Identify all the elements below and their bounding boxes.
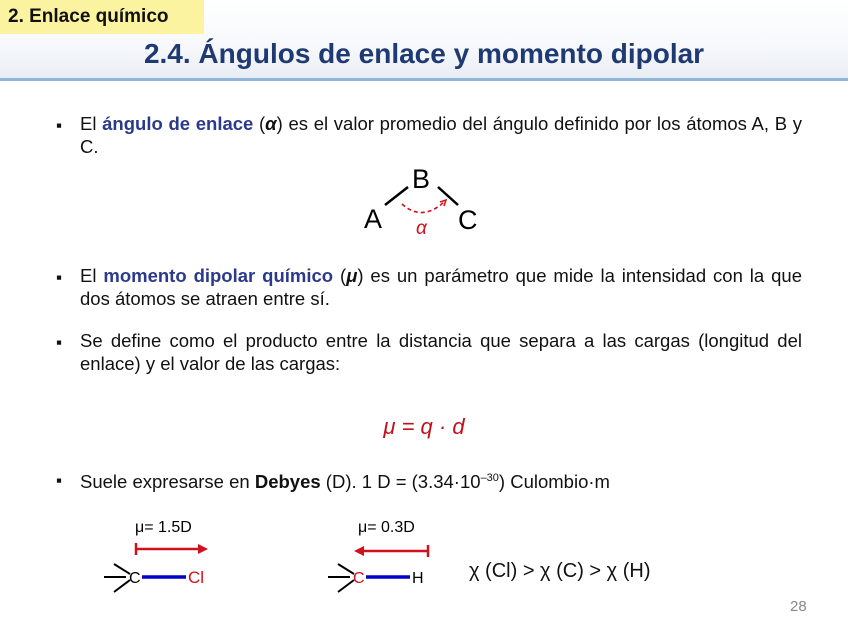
dipole-moment-label: μ= 1.5D: [135, 519, 192, 536]
bullet-text: El: [80, 265, 104, 286]
bullet-text: ) es el valor promedio del ángulo definido por los átomos A, B y C.: [80, 113, 802, 157]
atom-carbon: C: [129, 570, 141, 587]
symbol-alpha: α: [265, 113, 277, 134]
bullet-debye-unit: [80, 467, 802, 493]
atom-carbon: C: [353, 570, 365, 587]
atom-chlorine: Cl: [188, 568, 205, 587]
term-debyes: Debyes: [254, 471, 321, 493]
bond-angle-diagram: [360, 160, 490, 242]
bond-ab: [385, 187, 408, 205]
exponent: –30: [480, 472, 499, 484]
bullet-text: El: [80, 113, 103, 134]
angle-label-alpha: α: [416, 218, 427, 239]
dipole-moment-label: μ= 0.3D: [358, 519, 415, 536]
bullet-marker: ▪: [56, 471, 63, 490]
bullet-text: (D). 1 D = (3.34·10: [320, 471, 481, 493]
dipole-formula: μ = q · d: [383, 414, 465, 439]
slide-title: 2.4. Ángulos de enlace y momento dipolar: [143, 38, 705, 69]
dipole-diagram-c-cl: [100, 512, 230, 604]
bullet-text: ) Culombio·m: [498, 471, 610, 493]
term-bond-angle: ángulo de enlace: [102, 113, 254, 134]
bullet-marker: ▪: [56, 116, 63, 135]
electronegativity-comparison: χ (Cl) > χ (C) > χ (H): [469, 560, 651, 582]
bullet-angle-definition: [80, 112, 802, 158]
header-divider: [0, 78, 848, 81]
bullet-marker: ▪: [56, 333, 63, 352]
bullet-text: ) es un parámetro que mide la intensidad con la que dos átomos se atraen entre sí.: [80, 265, 803, 309]
substituent-bond: [114, 564, 130, 574]
atom-hydrogen: H: [412, 570, 424, 587]
dipole-diagram-c-h: [324, 512, 454, 604]
atom-a: A: [364, 204, 383, 234]
substituent-bond: [338, 580, 354, 592]
page-number: 28: [790, 598, 807, 615]
section-label: 2. Enlace químico: [0, 0, 204, 34]
dipole-arrow-head: [198, 544, 208, 554]
symbol-mu: μ: [346, 265, 358, 286]
atom-c: C: [458, 205, 478, 235]
substituent-bond: [338, 564, 354, 574]
bullet-text: (: [253, 113, 266, 134]
bullet-product-definition: Se define como el producto entre la distancia que separa a las cargas (longitud del enlace) y el valor de las cargas:: [80, 330, 802, 374]
bullet-dipole-definition: [80, 264, 802, 310]
bullet-text: Suele expresarse en: [80, 471, 255, 493]
bullet-marker: ▪: [56, 268, 63, 287]
atom-b: B: [412, 164, 431, 194]
dipole-arrow-head: [354, 546, 364, 556]
angle-arc: [402, 202, 444, 213]
term-dipole-moment: momento dipolar químico: [103, 265, 334, 286]
bullet-text: (: [333, 265, 347, 286]
substituent-bond: [114, 580, 130, 592]
